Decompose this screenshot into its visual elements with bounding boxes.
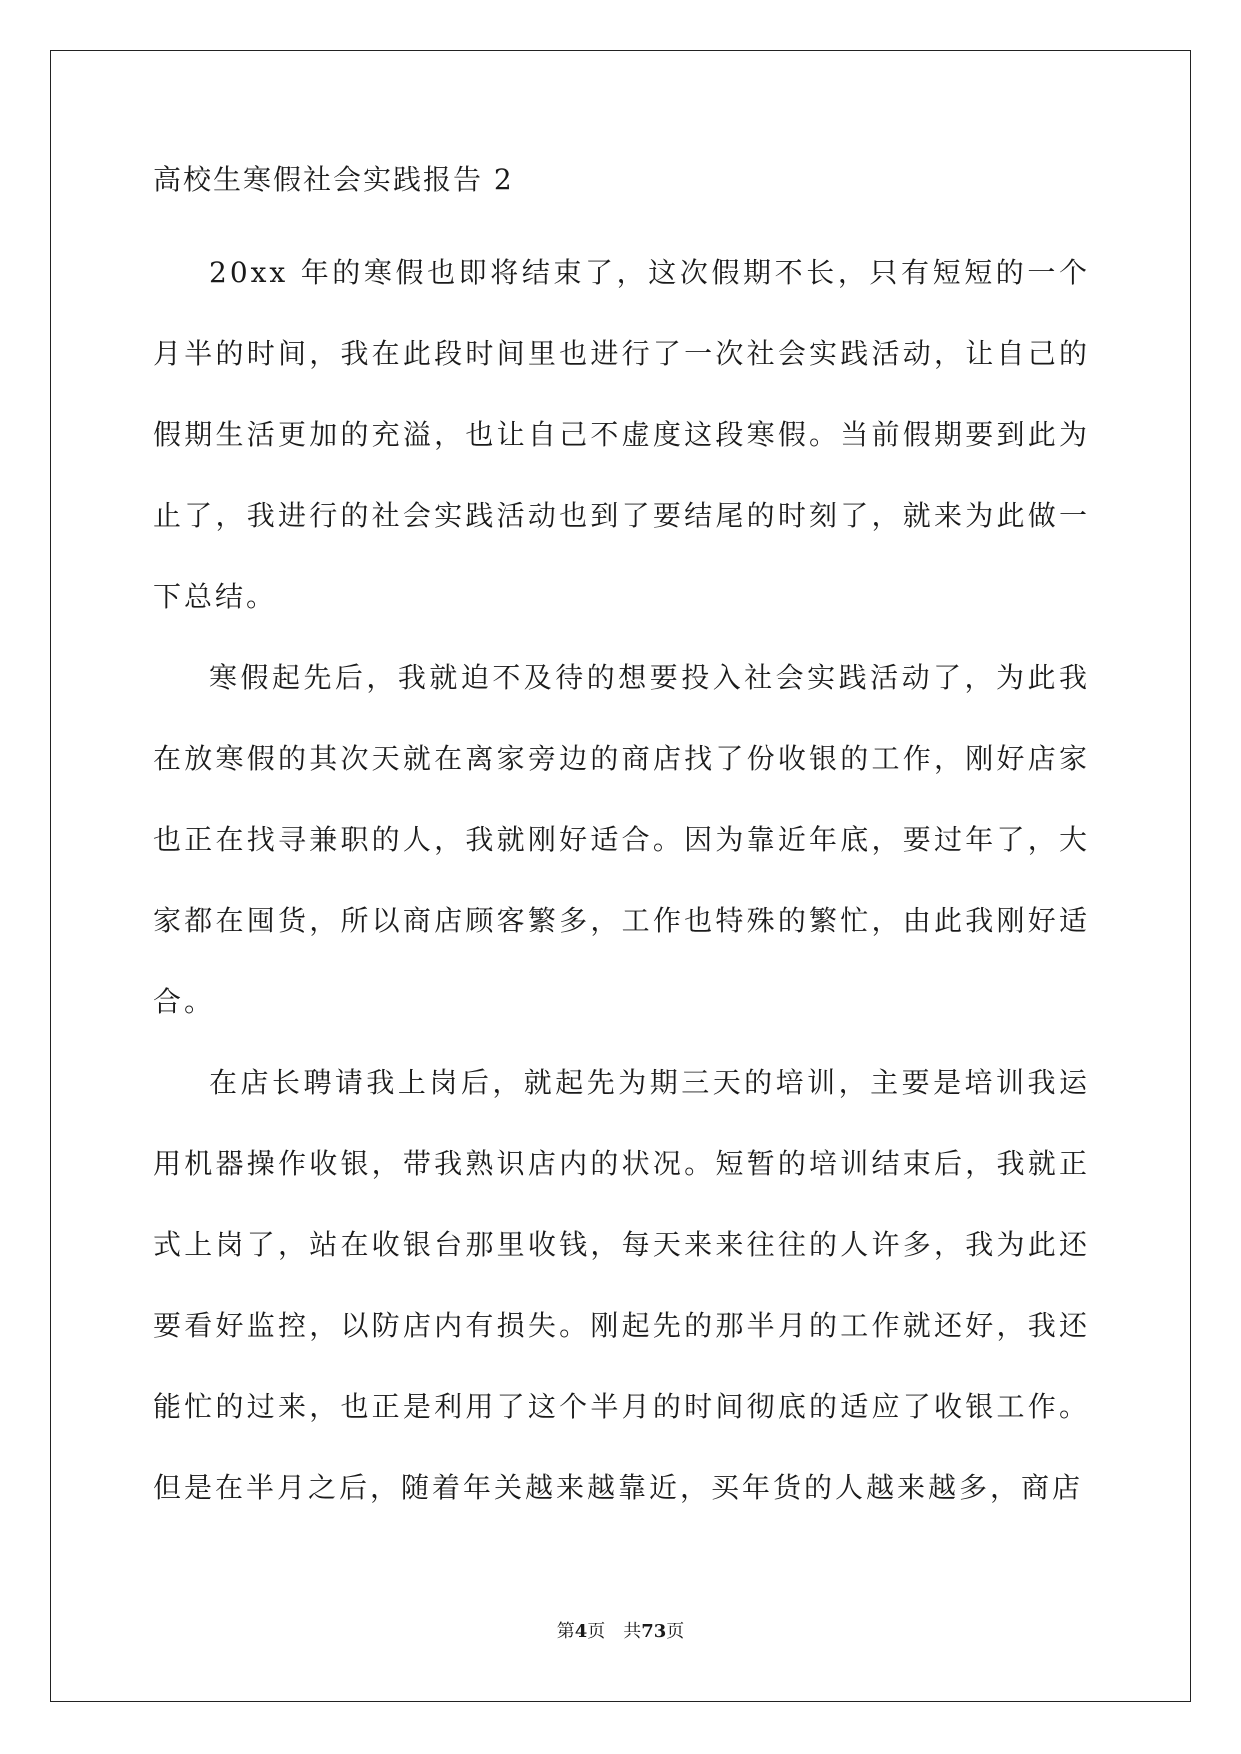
page-number: 4 (574, 1621, 588, 1642)
document-body (153, 160, 1090, 1528)
paragraph: 20xx 年的寒假也即将结束了，这次假期不长，只有短短的一个月半的时间，我在此段时间里也进行了一次社会实践活动，让自己的假期生活更加的充溢，也让自己不虚度这段寒假。当前假期要到此为止了，我进行的社会实践活动也到了要结尾的时刻了，就来为此做一下总结。 (153, 256, 1090, 613)
total-label-prefix: 共 (623, 1621, 642, 1642)
total-pages: 73 (641, 1621, 667, 1642)
page-label-suffix: 页 (587, 1621, 606, 1642)
document-title: 高校生寒假社会实践报告 2 (153, 163, 514, 196)
paragraph: 在店长聘请我上岗后，就起先为期三天的培训，主要是培训我运用机器操作收银，带我熟识店内的状况。短暂的培训结束后，我就正式上岗了，站在收银台那里收钱，每天来来往往的人许多，我为此还要看好监控，以防店内有损失。刚起先的那半月的工作就还好，我还能忙的过来，也正是利用了这个半月的时间彻底的适应了收银工作。但是在半月之后，随着年关越来越靠近，买年货的人越来越多，商店 (153, 1066, 1090, 1504)
page-footer (0, 1620, 1241, 1644)
page-label-prefix: 第 (556, 1621, 575, 1642)
total-label-suffix: 页 (666, 1621, 685, 1642)
paragraph: 寒假起先后，我就迫不及待的想要投入社会实践活动了，为此我在放寒假的其次天就在离家旁边的商店找了份收银的工作，刚好店家也正在找寻兼职的人，我就刚好适合。因为靠近年底，要过年了，大家都在囤货，所以商店顾客繁多，工作也特殊的繁忙，由此我刚好适合。 (153, 661, 1090, 1018)
